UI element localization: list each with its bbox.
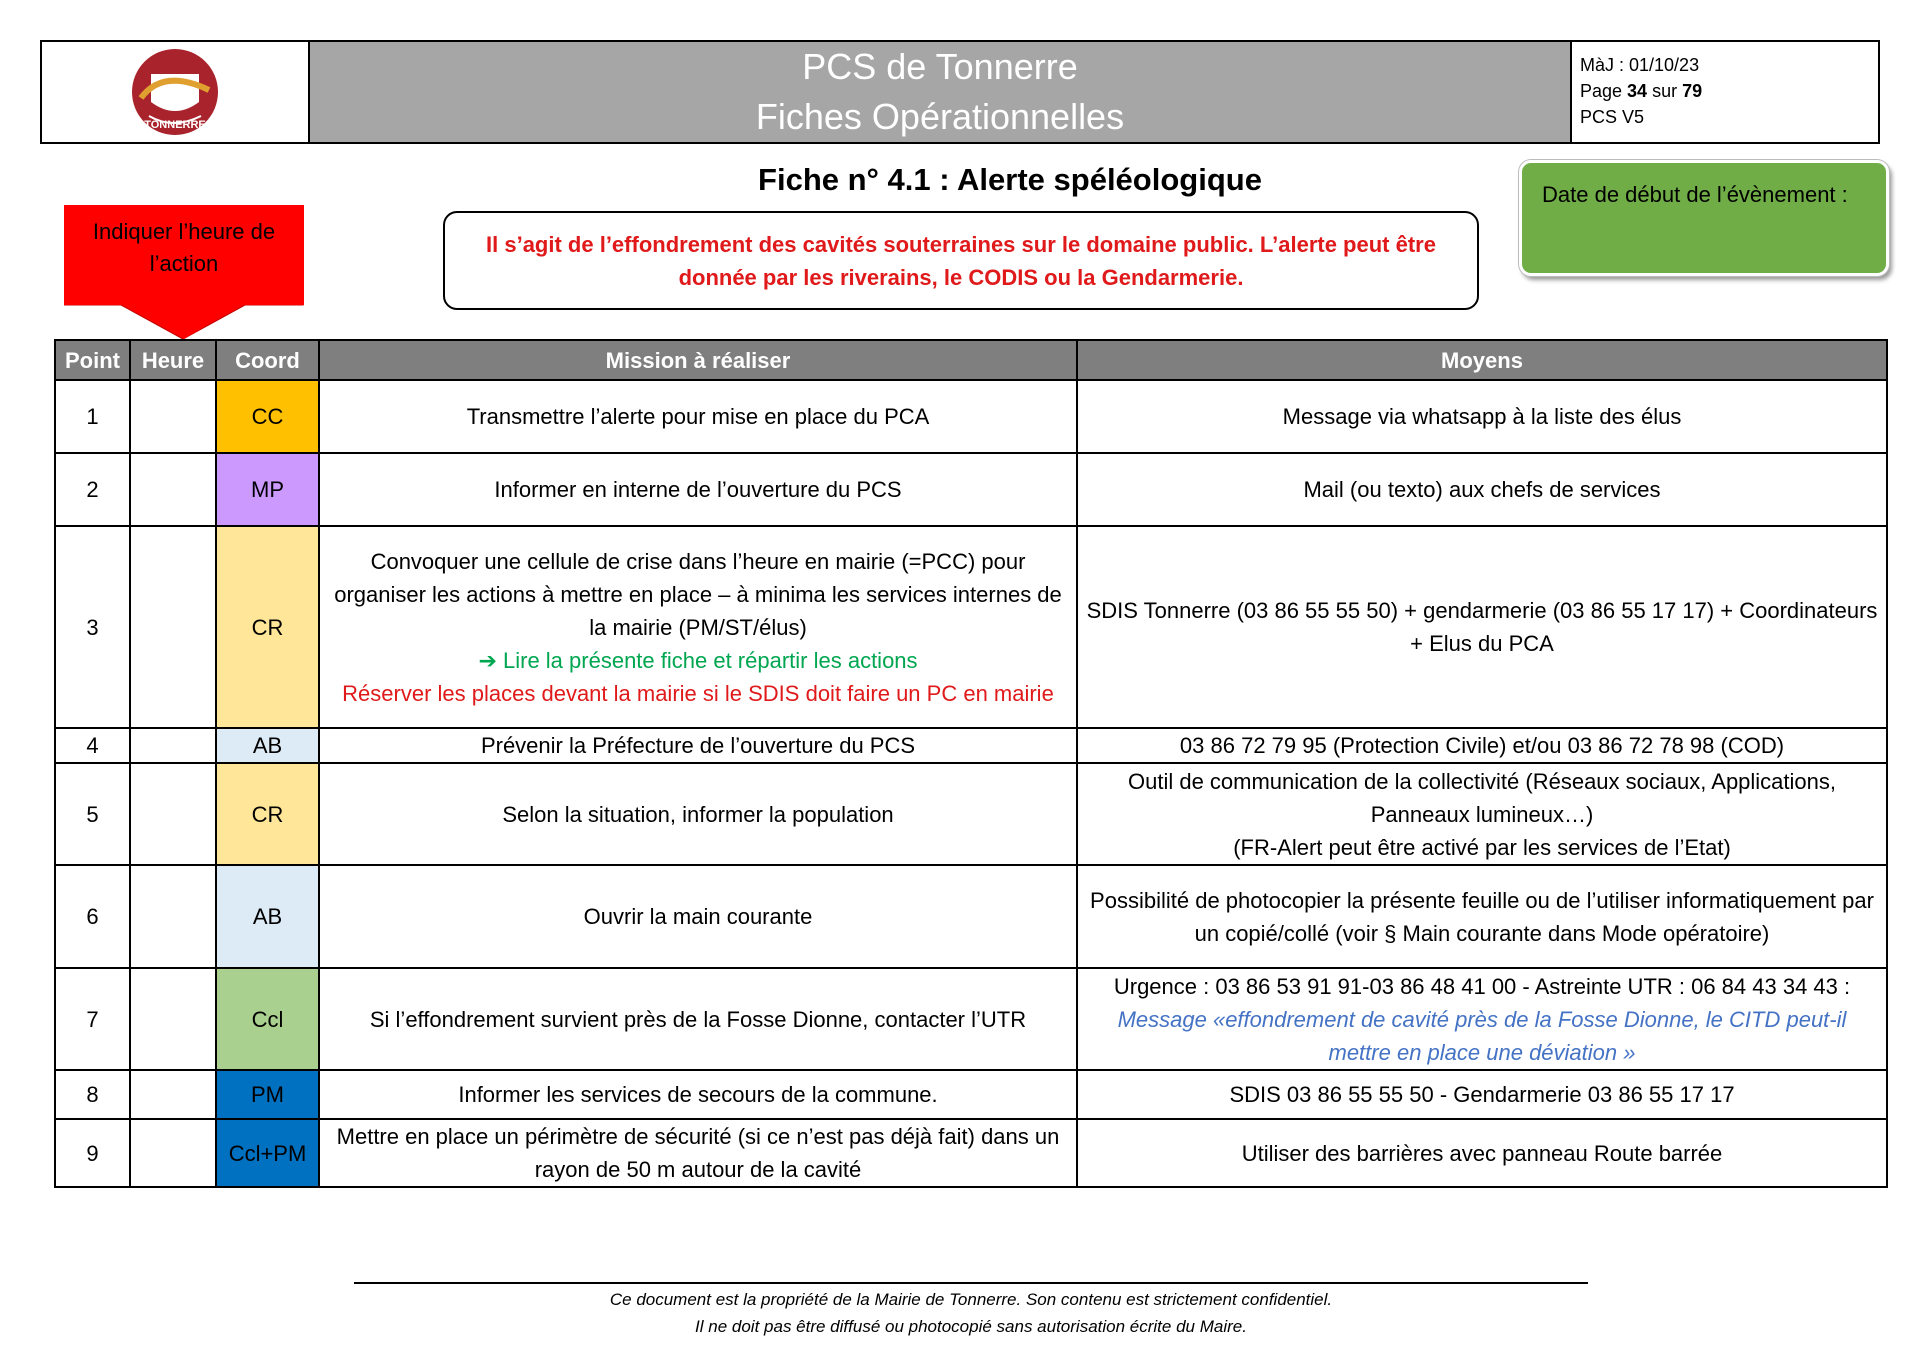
header-title	[310, 42, 1572, 142]
moyens-cell: SDIS Tonnerre (03 86 55 55 50) + gendarmerie (03 86 55 17 17) + Coordinateurs + Elus du PCA	[1077, 526, 1887, 728]
heure-cell[interactable]	[130, 526, 216, 728]
heure-cell[interactable]	[130, 1070, 216, 1119]
point-cell: 6	[55, 865, 130, 968]
table-header-row	[55, 340, 1887, 380]
mission-cell	[319, 526, 1077, 728]
moyens-text: Outil de communication de la collectivité (Réseaux sociaux, Applications, Panneaux lumineux…)	[1127, 768, 1837, 827]
moyens-note: (FR-Alert peut être activé par les services de l’Etat)	[1233, 834, 1731, 860]
point-cell: 1	[55, 380, 130, 453]
title-line-1: PCS de Tonnerre	[802, 46, 1078, 87]
heure-cell[interactable]	[130, 1119, 216, 1187]
mission-cell: Transmettre l’alerte pour mise en place du PCA	[319, 380, 1077, 453]
moyens-cell	[1077, 968, 1887, 1070]
header-heure: Heure	[130, 340, 216, 380]
footer-line-2: Il ne doit pas être diffusé ou photocopié sans autorisation écrite du Maire.	[695, 1317, 1247, 1336]
table-row	[55, 380, 1887, 453]
page-mid: sur	[1647, 81, 1683, 101]
header-coord: Coord	[216, 340, 319, 380]
coord-cell: MP	[216, 453, 319, 526]
coord-cell: Ccl+PM	[216, 1119, 319, 1187]
footer	[354, 1286, 1588, 1340]
moyens-cell: Utiliser des barrières avec panneau Route barrée	[1077, 1119, 1887, 1187]
point-cell: 9	[55, 1119, 130, 1187]
coord-cell: AB	[216, 865, 319, 968]
event-start-date-box	[1519, 160, 1889, 276]
moyens-cell: Mail (ou texto) aux chefs de services	[1077, 453, 1887, 526]
heure-cell[interactable]	[130, 453, 216, 526]
coord-cell: CR	[216, 526, 319, 728]
event-start-date-label: Date de début de l’évènement :	[1542, 182, 1848, 207]
point-cell: 7	[55, 968, 130, 1070]
mission-cell: Mettre en place un périmètre de sécurité (si ce n’est pas déjà fait) dans un rayon de 50 m autour de la cavité	[319, 1119, 1077, 1187]
table-row	[55, 453, 1887, 526]
heure-cell[interactable]	[130, 728, 216, 763]
tonnerre-logo-icon	[123, 46, 227, 138]
moyens-text: Urgence : 03 86 53 91 91-03 86 48 41 00 - Astreinte UTR : 06 84 43 34 43 :	[1113, 973, 1851, 999]
point-cell: 4	[55, 728, 130, 763]
mission-text: Convoquer une cellule de crise dans l’heure en mairie (=PCC) pour organiser les actions à mettre en place – à minima les services internes de la mairie (PM/ST/élus)	[334, 548, 1062, 640]
pcs-version: PCS V5	[1580, 107, 1645, 127]
operations-table	[54, 339, 1888, 1188]
update-date: MàJ : 01/10/23	[1580, 55, 1700, 75]
heure-cell[interactable]	[130, 865, 216, 968]
mission-cell: Selon la situation, informer la population	[319, 763, 1077, 865]
point-cell: 2	[55, 453, 130, 526]
header-mission: Mission à réaliser	[319, 340, 1077, 380]
point-cell: 5	[55, 763, 130, 865]
coord-cell: CC	[216, 380, 319, 453]
point-cell: 3	[55, 526, 130, 728]
footer-divider	[354, 1282, 1588, 1284]
moyens-cell: Message via whatsapp à la liste des élus	[1077, 380, 1887, 453]
coord-cell: Ccl	[216, 968, 319, 1070]
heure-cell[interactable]	[130, 763, 216, 865]
header-moyens: Moyens	[1077, 340, 1887, 380]
header-point: Point	[55, 340, 130, 380]
mission-cell: Informer en interne de l’ouverture du PCS	[319, 453, 1077, 526]
description-text: Il s’agit de l’effondrement des cavités souterraines sur le domaine public. L’alerte peut être donnée par les riverains, le CODIS ou la Gendarmerie.	[486, 231, 1436, 290]
page-total: 79	[1682, 81, 1703, 101]
arrow-label: Indiquer l’heure de l’action	[92, 219, 276, 276]
header-meta	[1572, 42, 1878, 142]
coord-cell: AB	[216, 728, 319, 763]
mission-green-note: ➔ Lire la présente fiche et répartir les actions	[478, 647, 918, 673]
table-row	[55, 1070, 1887, 1119]
mission-cell: Informer les services de secours de la commune.	[319, 1070, 1077, 1119]
mission-cell: Si l’effondrement survient près de la Fosse Dionne, contacter l’UTR	[319, 968, 1077, 1070]
mission-cell: Ouvrir la main courante	[319, 865, 1077, 968]
mission-cell: Prévenir la Préfecture de l’ouverture du PCS	[319, 728, 1077, 763]
table-row	[55, 763, 1887, 865]
page-number	[1580, 78, 1870, 104]
table-row	[55, 728, 1887, 763]
mission-red-note: Réserver les places devant la mairie si le SDIS doit faire un PC en mairie	[342, 680, 1054, 706]
moyens-cell: 03 86 72 79 95 (Protection Civile) et/ou 03 86 72 78 98 (COD)	[1077, 728, 1887, 763]
title-line-2: Fiches Opérationnelles	[755, 96, 1125, 137]
page-prefix: Page	[1580, 81, 1628, 101]
point-cell: 8	[55, 1070, 130, 1119]
page-current: 34	[1627, 81, 1648, 101]
table-row	[55, 1119, 1887, 1187]
moyens-italic-message: Message «effondrement de cavité près de la Fosse Dionne, le CITD peut-il mettre en place une déviation »	[1117, 1006, 1847, 1065]
coord-cell: PM	[216, 1070, 319, 1119]
description-box	[443, 211, 1479, 310]
footer-line-1: Ce document est la propriété de la Mairie de Tonnerre. Son contenu est strictement confidentiel.	[609, 1290, 1333, 1309]
table-row	[55, 526, 1887, 728]
table-row	[55, 968, 1887, 1070]
logo-cell	[42, 42, 310, 142]
document-header	[40, 40, 1880, 144]
logo-text: TONNERRE	[144, 119, 206, 131]
table-row	[55, 865, 1887, 968]
heure-cell[interactable]	[130, 968, 216, 1070]
moyens-cell: SDIS 03 86 55 55 50 - Gendarmerie 03 86 55 17 17	[1077, 1070, 1887, 1119]
coord-cell: CR	[216, 763, 319, 865]
heure-cell[interactable]	[130, 380, 216, 453]
moyens-cell	[1077, 763, 1887, 865]
fiche-title: Fiche n° 4.1 : Alerte spéléologique	[758, 162, 1262, 197]
moyens-cell: Possibilité de photocopier la présente feuille ou de l’utiliser informatiquement par un copié/collé (voir § Main courante dans Mode opératoire)	[1077, 865, 1887, 968]
